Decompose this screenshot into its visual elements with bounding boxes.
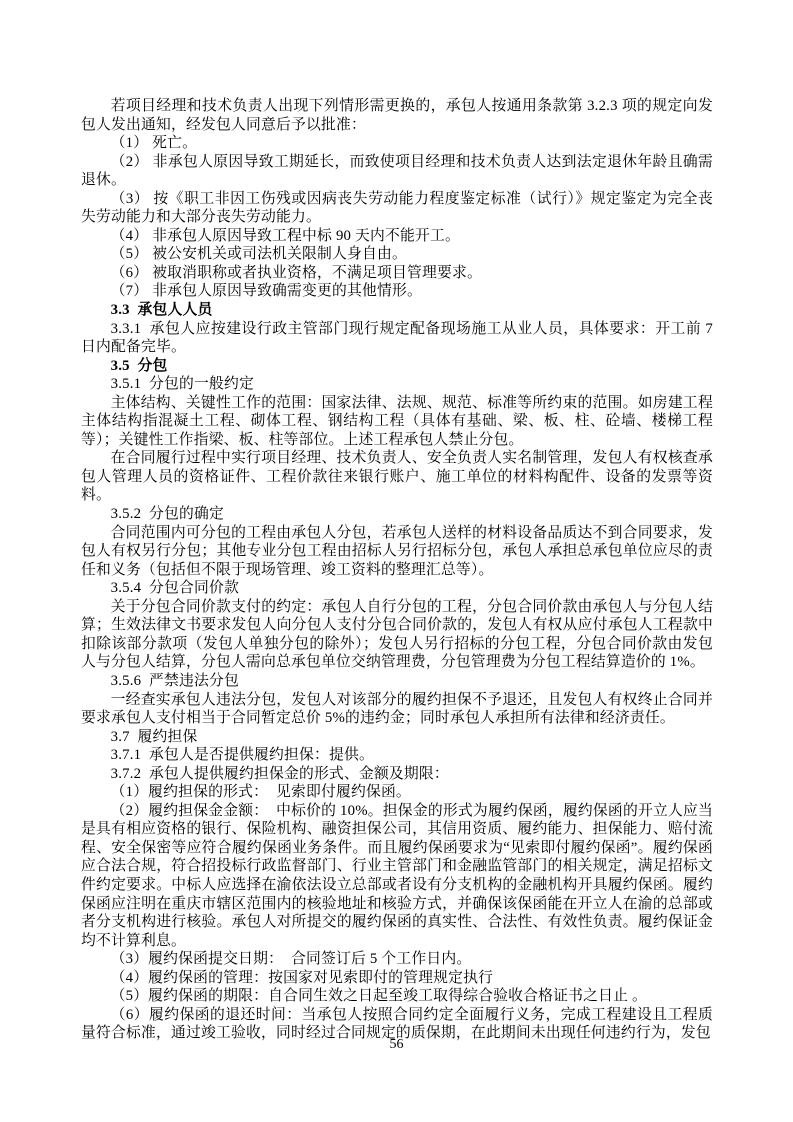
replacement-condition-item-6: （6） 被取消职称或者执业资格，不满足项目管理要求。 [110, 264, 483, 281]
clause-3-5-1-body-2: 在合同履行过程中实行项目经理、技术负责人、安全负责人实名制管理，发包人有权核查承包人管理人员的资格证件、工程价款往来银行账户、施工单位的材料构配件、设备的发票等资料。 [81, 450, 713, 504]
replacement-condition-item-7: （7） 非承包人原因导致确需变更的其他情形。 [110, 283, 423, 300]
clause-3-7-heading: 3.7 履约担保 [110, 728, 198, 745]
replacement-condition-item-1: （1） 死亡。 [110, 135, 198, 152]
replacement-condition-item-4: （4） 非承包人原因导致工程中标 90 天内不能开工。 [110, 227, 461, 244]
clause-3-5-2-heading: 3.5.2 分包的确定 [110, 506, 224, 523]
clause-3-5-2-body: 合同范围内可分包的工程由承包人分包，若承包人送样的材料设备品质达不到合同要求，发包人有权另行分包；其他专业分包工程由招标人另行招标分包，承包人承担总承包单位应尽的责任和义务（包括但不限于现场管理、竣工资料的整理汇总等）。 [81, 524, 713, 578]
clause-3-3-heading: 3.3 承包人人员 [110, 302, 213, 319]
clause-3-3-1-body: 3.3.1 承包人应按建设行政主管部门现行规定配备现场施工从业人员，具体要求：开工前 7 日内配备完毕。 [81, 320, 717, 356]
clause-3-5-heading: 3.5 分包 [110, 357, 168, 374]
clause-3-5-6-body: 一经查实承包人违法分包，发包人对该部分的履约担保不予退还，且发包人有权终止合同并要求承包人支付相当于合同暂定总价 5%的违约金；同时承包人承担所有法律和经济责任。 [81, 691, 713, 727]
guarantee-item-6-return-time: （6）履约保函的退还时间：当承包人按照合同约定全面履行义务，完成工程建设且工程质量符合标准，通过竣工验收，同时经过合同规定的质保期，在此期间未出现任何违约行为，发包 [81, 1006, 713, 1042]
replacement-condition-item-2: （2） 非承包人原因导致工期延长，而致使项目经理和技术负责人达到法定退休年龄且确需退休。 [81, 153, 713, 189]
guarantee-item-5-duration: （5）履约保函的期限：自合同生效之日起至竣工取得综合验收合格证书之日止 。 [110, 988, 647, 1005]
replacement-condition-item-3: （3） 按《职工非因工伤残或因病丧失劳动能力程度鉴定标准（试行）》规定鉴定为完全丧失劳动能力和大部分丧失劳动能力。 [81, 190, 713, 226]
document-content [81, 97, 717, 1043]
clause-3-7-2-body: 3.7.2 承包人提供履约担保金的形式、金额及期限： [110, 765, 449, 782]
clause-3-5-6-heading: 3.5.6 严禁违法分包 [110, 672, 239, 689]
guarantee-item-2-amount: （2）履约担保金金额： 中标价的 10%。担保金的形式为履约保函，履约保函的开立人应当是具有相应资格的银行、保险机构、融资担保公司，其信用资质、履约能力、担保能力、赔付流程、安全保密等应符合履约保函业务条件。而且履约保函要求为“见索即付履约保函”。履约保函应合法合规，符合招投标行政监督部门、行业主管部门和金融监管部门的相关规定，满足招标文件约定要求。中标人应选择在渝依法设立总部或者设有分支机构的金融机构开具履约保函。履约保函应注明在重庆市辖区范围内的核验地址和核验方式，并确保该保函能在开立人在渝的总部或者分支机构进行核验。承包人对所提交的履约保函的真实性、合法性、有效性负责。履约保证金均不计算利息。 [81, 802, 713, 949]
clause-3-5-1-heading: 3.5.1 分包的一般约定 [110, 376, 254, 393]
guarantee-item-3-submit-date: （3）履约保函提交日期： 合同签订后 5 个工作日内。 [110, 951, 472, 968]
guarantee-item-1-form: （1）履约担保的形式： 见索即付履约保函。 [110, 784, 411, 801]
paragraph-replacement-conditions-intro: 若项目经理和技术负责人出现下列情形需更换的，承包人按通用条款第 3.2.3 项的规定向发包人发出通知，经发包人同意后予以批准： [81, 98, 713, 133]
clause-3-5-1-body-1: 主体结构、关键性工作的范围：国家法律、法规、规范、标准等所约束的范围。如房建工程主体结构指混凝土工程、砌体工程、钢结构工程（具体有基础、梁、板、柱、砼墙、楼梯工程等）；关键性工作指梁、板、柱等部位。上述工程承包人禁止分包。 [81, 394, 713, 448]
guarantee-item-4-management: （4）履约保函的管理：按国家对见索即付的管理规定执行 [110, 969, 494, 986]
clause-3-7-1-body: 3.7.1 承包人是否提供履约担保：提供。 [110, 747, 374, 764]
replacement-condition-item-5: （5） 被公安机关或司法机关限制人身自由。 [110, 246, 408, 263]
clause-3-5-4-heading: 3.5.4 分包合同价款 [110, 580, 239, 597]
page-number: 56 [389, 1037, 404, 1052]
clause-3-5-4-body: 关于分包合同价款支付的约定：承包人自行分包的工程，分包合同价款由承包人与分包人结算；生效法律文书要求发包人向分包人支付分包合同价款的，发包人有权从应付承包人工程款中扣除该部分款项（发包人单独分包的除外）；发包人另行招标的分包工程，分包合同价款由发包人与分包人结算，分包人需向总承包单位交纳管理费，分包管理费为分包工程结算造价的 1%。 [81, 598, 713, 671]
